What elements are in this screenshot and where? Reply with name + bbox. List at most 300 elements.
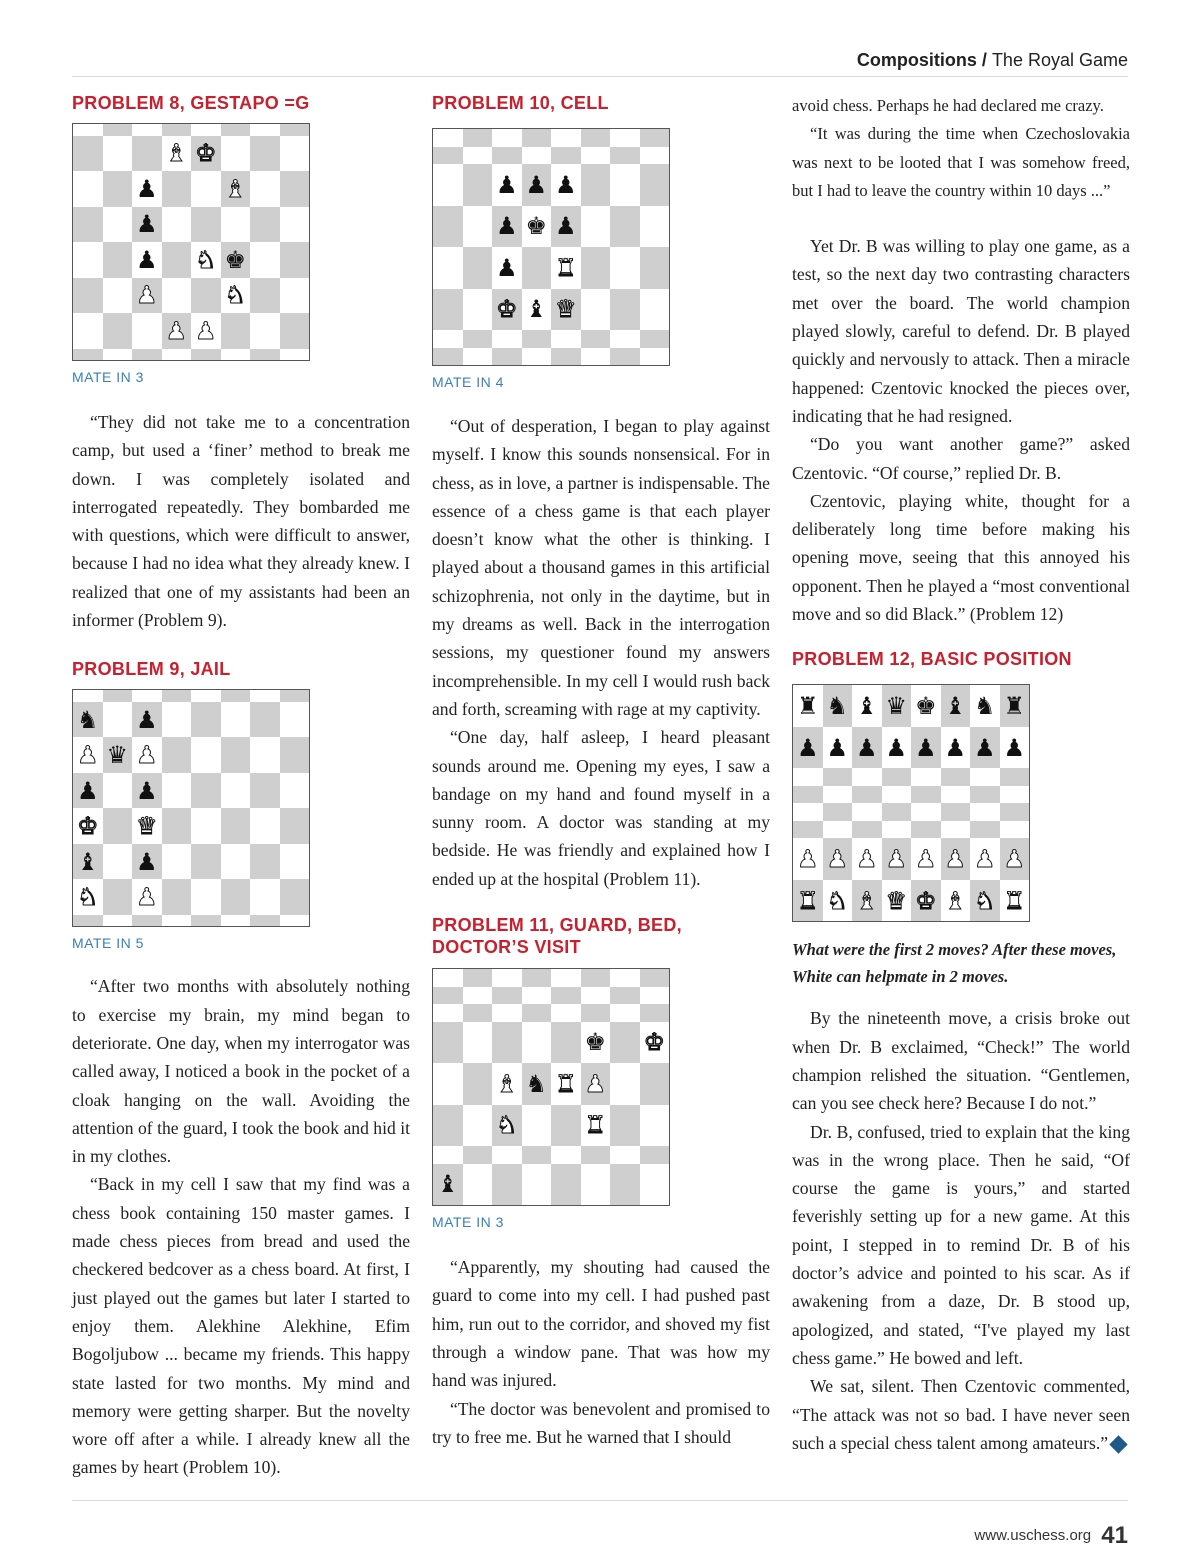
board-square [221,242,251,278]
black-pawn-icon: ♟ [944,733,966,762]
board-square [640,987,670,1005]
paragraph: “Apparently, my shouting had caused the guard to come into my cell. I had pushed past him, run out to the corridor, and shoved my fist through a window pane. That was how my hand was injured. [432,1257,770,1391]
black-queen-icon: ♛ [106,741,128,770]
board-square [433,330,463,348]
board-square [610,206,640,248]
board-square [970,803,1000,821]
board-square [250,808,280,844]
board-square [250,124,280,136]
board-square [970,727,1000,769]
board-square [970,685,1000,727]
board-square [581,987,611,1005]
board-square [610,1146,640,1164]
board-square [191,879,221,915]
black-pawn-icon: ♟ [885,733,907,762]
board-square [610,1164,640,1206]
paragraph: “The doctor was benevolent and promised to try to free me. But he warned that I should [432,1398,770,1447]
board-square [280,808,310,844]
black-pawn-icon: ♟ [135,705,158,734]
white-king-icon: ♚ [914,886,937,915]
black-bishop-icon: ♝ [855,692,878,721]
board-square [132,879,162,915]
board-square [433,1022,463,1064]
board-square [73,702,103,738]
board-square [162,136,192,172]
black-pawn-icon: ♟ [495,212,518,241]
board-square [551,330,581,348]
white-king-icon: ♚ [495,295,518,324]
board-square [492,164,522,206]
board-square [463,1146,493,1164]
board-square [463,987,493,1005]
board-square [221,124,251,136]
board-square [221,171,251,207]
board-square [132,702,162,738]
board-square [463,1004,493,1022]
board-square [610,969,640,987]
board-square [103,808,133,844]
board-square [162,242,192,278]
white-pawn-icon: ♟ [944,845,966,874]
board-square [280,242,310,278]
board-square [551,969,581,987]
board-square [640,164,670,206]
board-square [911,768,941,786]
board-square [250,737,280,773]
board-square [492,147,522,165]
white-pawn-icon: ♟ [855,845,878,874]
board-square [911,727,941,769]
board-square [250,207,280,243]
board-square [551,129,581,147]
board-square [492,348,522,366]
board-square [941,880,971,922]
black-pawn-icon: ♟ [525,170,547,199]
paragraph: By the nineteenth move, a crisis broke out when Dr. B exclaimed, “Check!” The world champion relished the situation. “Gentlemen, can you see check here? Because I do not.” [792,1008,1130,1114]
board-square [581,247,611,289]
board-square [581,1146,611,1164]
board-square [250,690,280,702]
black-knight-icon: ♞ [76,705,99,734]
board-square [103,278,133,314]
board-square [640,1063,670,1105]
white-queen-icon: ♛ [554,295,577,324]
white-knight-icon: ♞ [224,281,246,310]
board-square [522,969,552,987]
board-square [793,821,823,839]
black-pawn-icon: ♟ [855,733,878,762]
board-square [132,207,162,243]
board-square [250,702,280,738]
white-pawn-icon: ♟ [584,1069,606,1098]
board-square [581,289,611,331]
board-square [551,206,581,248]
white-pawn-icon: ♟ [165,316,187,345]
board-square [793,685,823,727]
problem-9-title: PROBLEM 9, JAIL [72,659,231,680]
board-square [793,768,823,786]
board-square [162,207,192,243]
board-square [280,702,310,738]
black-king-icon: ♚ [914,692,937,721]
board-square [793,786,823,804]
board-square [640,1146,670,1164]
black-pawn-icon: ♟ [135,174,158,203]
board-square [280,879,310,915]
board-square [882,768,912,786]
board-square [280,844,310,880]
board-square [551,1022,581,1064]
board-square [103,737,133,773]
board-square [463,1164,493,1206]
black-pawn-icon: ♟ [914,733,937,762]
board-square [132,124,162,136]
board-square [610,129,640,147]
board-square [1000,768,1030,786]
board-square [522,289,552,331]
black-pawn-icon: ♟ [495,170,518,199]
footer-url: www.uschess.org [974,1527,1092,1544]
board-square [103,844,133,880]
board-square [640,330,670,348]
board-square [640,969,670,987]
black-knight-icon: ♞ [973,692,996,721]
white-pawn-icon: ♟ [885,845,907,874]
problem-11-board [432,968,670,1206]
board-square [221,690,251,702]
board-square [941,838,971,880]
white-rook-icon: ♜ [796,886,819,915]
black-pawn-icon: ♟ [554,212,577,241]
problem-12-board [792,684,1030,922]
board-square [280,915,310,927]
board-square [103,171,133,207]
white-pawn-icon: ♟ [135,281,158,310]
board-square [221,737,251,773]
board-square [640,247,670,289]
black-pawn-icon: ♟ [826,733,848,762]
problem-8-title: PROBLEM 8, GESTAPO =G [72,93,310,113]
board-square [73,879,103,915]
board-square [433,969,463,987]
board-square [162,879,192,915]
board-square [191,808,221,844]
black-bishop-icon: ♝ [944,692,966,721]
board-square [911,821,941,839]
board-square [941,803,971,821]
board-square [551,1004,581,1022]
white-pawn-icon: ♟ [914,845,937,874]
paragraph: “It was during the time when Czechoslovakia was next to be looted that I was somehow freed, but I had to leave the country within 10 days ...” [792,124,1130,200]
board-square [1000,880,1030,922]
board-square [492,987,522,1005]
board-square [911,786,941,804]
board-square [522,1063,552,1105]
board-square [132,171,162,207]
board-square [640,129,670,147]
white-king-icon: ♚ [643,1028,665,1057]
board-square [941,786,971,804]
black-bishop-icon: ♝ [436,1170,459,1199]
board-square [433,1004,463,1022]
board-square [73,808,103,844]
board-square [640,147,670,165]
black-rook-icon: ♜ [796,692,819,721]
board-square [522,164,552,206]
white-knight-icon: ♞ [194,245,217,274]
board-square [221,313,251,349]
board-square [522,1004,552,1022]
board-square [463,1022,493,1064]
board-square [522,1164,552,1206]
board-square [581,969,611,987]
board-square [191,844,221,880]
board-square [1000,685,1030,727]
board-square [852,838,882,880]
board-square [132,690,162,702]
board-square [221,773,251,809]
board-square [250,313,280,349]
board-square [941,821,971,839]
board-square [463,247,493,289]
board-square [793,727,823,769]
black-rook-icon: ♜ [1003,692,1025,721]
board-square [551,247,581,289]
board-square [221,702,251,738]
board-square [132,278,162,314]
black-bishop-icon: ♝ [76,847,99,876]
column-1 [72,92,410,1482]
white-rook-icon: ♜ [584,1111,606,1140]
board-square [492,969,522,987]
paragraph [792,1372,1130,1457]
white-rook-icon: ♜ [554,253,577,282]
board-square [433,1105,463,1147]
board-square [522,1022,552,1064]
board-square [610,1063,640,1105]
board-square [551,1105,581,1147]
board-square [250,136,280,172]
board-square [911,880,941,922]
black-pawn-icon: ♟ [973,733,996,762]
white-pawn-icon: ♟ [76,741,99,770]
black-king-icon: ♚ [224,245,246,274]
white-pawn-icon: ♟ [135,883,158,912]
board-square [191,207,221,243]
board-square [132,313,162,349]
board-square [463,1063,493,1105]
board-square [551,1063,581,1105]
paragraph: “Out of desperation, I began to play against myself. I know this sounds nonsensical. For in chess, as in love, a partner is indispensable. The essence of a chess game is that each player doesn’t know what the other is thinking. I played about a thousand games in this artificial schizophrenia, not only in the daytime, but in my dreams as well. Back in the interrogation sessions, my questioner found my answers incomprehensible. In my cell I would rush back and forth, screaming with rage at my captivity. [432,416,770,719]
board-square [433,1146,463,1164]
board-square [433,348,463,366]
board-square [970,768,1000,786]
board-square [640,348,670,366]
board-square [132,136,162,172]
board-square [103,349,133,361]
black-queen-icon: ♛ [885,692,907,721]
board-square [492,247,522,289]
page-footer [974,1522,1128,1550]
board-square [132,773,162,809]
board-square [132,242,162,278]
board-square [250,349,280,361]
black-pawn-icon: ♟ [135,210,158,239]
board-square [73,136,103,172]
board-square [103,242,133,278]
board-square [221,349,251,361]
black-pawn-icon: ♟ [495,253,518,282]
board-square [433,289,463,331]
board-square [1000,838,1030,880]
board-square [162,171,192,207]
board-square [103,313,133,349]
board-square [103,124,133,136]
board-square [522,147,552,165]
white-rook-icon: ♜ [1003,886,1025,915]
board-square [73,171,103,207]
paragraph: “They did not take me to a concentration camp, but used a ‘finer’ method to break me down. I was completely isolated and interrogated repeatedly. They bombarded me with questions, which were difficult to answer, because I had no idea what they already knew. I realized that one of my assistants had been an informer (Problem 9). [72,412,410,631]
white-pawn-icon: ♟ [826,845,848,874]
board-square [73,915,103,927]
board-square [610,164,640,206]
board-square [1000,821,1030,839]
white-queen-icon: ♛ [135,812,158,841]
board-square [103,136,133,172]
board-square [610,247,640,289]
board-square [823,803,853,821]
board-square [433,247,463,289]
board-square [191,915,221,927]
board-square [882,880,912,922]
board-square [970,821,1000,839]
white-pawn-icon: ♟ [1003,845,1025,874]
white-pawn-icon: ♟ [194,316,217,345]
board-square [823,786,853,804]
board-square [463,164,493,206]
board-square [221,879,251,915]
white-pawn-icon: ♟ [796,845,819,874]
board-square [640,1164,670,1206]
board-square [463,289,493,331]
board-square [191,124,221,136]
board-square [852,803,882,821]
board-square [941,685,971,727]
board-square [191,171,221,207]
board-square [610,1022,640,1064]
board-square [73,690,103,702]
board-square [852,727,882,769]
board-square [103,915,133,927]
header-section: Compositions [856,50,977,70]
board-square [73,278,103,314]
board-square [221,808,251,844]
board-square [433,206,463,248]
board-square [162,349,192,361]
board-square [522,1105,552,1147]
board-square [103,773,133,809]
board-square [132,808,162,844]
board-square [250,278,280,314]
board-square [823,768,853,786]
board-square [433,129,463,147]
white-pawn-icon: ♟ [135,741,158,770]
board-square [581,348,611,366]
board-square [463,1105,493,1147]
black-pawn-icon: ♟ [1003,733,1025,762]
board-square [280,313,310,349]
board-square [941,727,971,769]
board-square [280,737,310,773]
board-square [250,242,280,278]
white-king-icon: ♚ [194,139,217,168]
board-square [221,278,251,314]
column-2 [432,92,770,1451]
board-square [433,164,463,206]
paragraph: “One day, half asleep, I heard pleasant sounds around me. Opening my eyes, I saw a bandage on my hand and found myself in a sunny room. A doctor was standing at my bedside. He was friendly and explained how I ended up at the hospital (Problem 11). [432,727,770,889]
board-square [250,915,280,927]
board-square [610,330,640,348]
uschess-diamond-icon [1109,1436,1127,1454]
black-pawn-icon: ♟ [76,776,99,805]
board-square [640,289,670,331]
problem-10-caption: MATE IN 4 [432,374,504,390]
board-square [73,313,103,349]
white-bishop-icon: ♝ [165,139,187,168]
board-square [640,1022,670,1064]
board-square [1000,727,1030,769]
board-square [492,289,522,331]
white-bishop-icon: ♝ [495,1069,518,1098]
board-square [581,330,611,348]
board-square [551,147,581,165]
board-square [492,330,522,348]
board-square [191,349,221,361]
board-square [162,773,192,809]
board-square [73,737,103,773]
board-square [103,879,133,915]
page-header [72,50,1128,77]
white-rook-icon: ♜ [554,1069,577,1098]
paragraph: Yet Dr. B was willing to play one game, as a test, so the next day two contrasting characters met over the board. The world champion played slowly, careful to defend. Dr. B played quickly and nervously to attack. Then a miracle happened: Czentovic knocked the pieces over, indicating that he had resigned. [792,236,1130,426]
board-square [970,838,1000,880]
board-square [551,348,581,366]
board-square [463,330,493,348]
white-pawn-icon: ♟ [973,845,996,874]
board-square [433,147,463,165]
problem-12-title: PROBLEM 12, BASIC POSITION [792,649,1072,670]
black-pawn-icon: ♟ [135,245,158,274]
board-square [250,773,280,809]
board-square [823,727,853,769]
board-square [191,313,221,349]
footer-rule [72,1500,1128,1501]
board-square [221,207,251,243]
problem-11-title: PROBLEM 11, GUARD, BED, DOCTOR’S VISIT [432,915,682,958]
problem-11-caption: MATE IN 3 [432,1214,504,1231]
problem-12-question: What were the first 2 moves? After these moves, White can helpmate in 2 moves. [792,940,1117,987]
board-square [73,844,103,880]
board-square [1000,803,1030,821]
paragraph: “After two months with absolutely nothing to exercise my brain, my mind began to deteriorate. One day, when my interrogator was called away, I noticed a book in the pocket of a cloak hanging on the wall. Avoiding the attention of the guard, I took the book and hid it in my clothes. [72,976,410,1167]
board-square [823,685,853,727]
board-square [581,1022,611,1064]
white-bishop-icon: ♝ [224,174,246,203]
board-square [823,821,853,839]
board-square [103,690,133,702]
board-square [492,1022,522,1064]
board-square [551,289,581,331]
